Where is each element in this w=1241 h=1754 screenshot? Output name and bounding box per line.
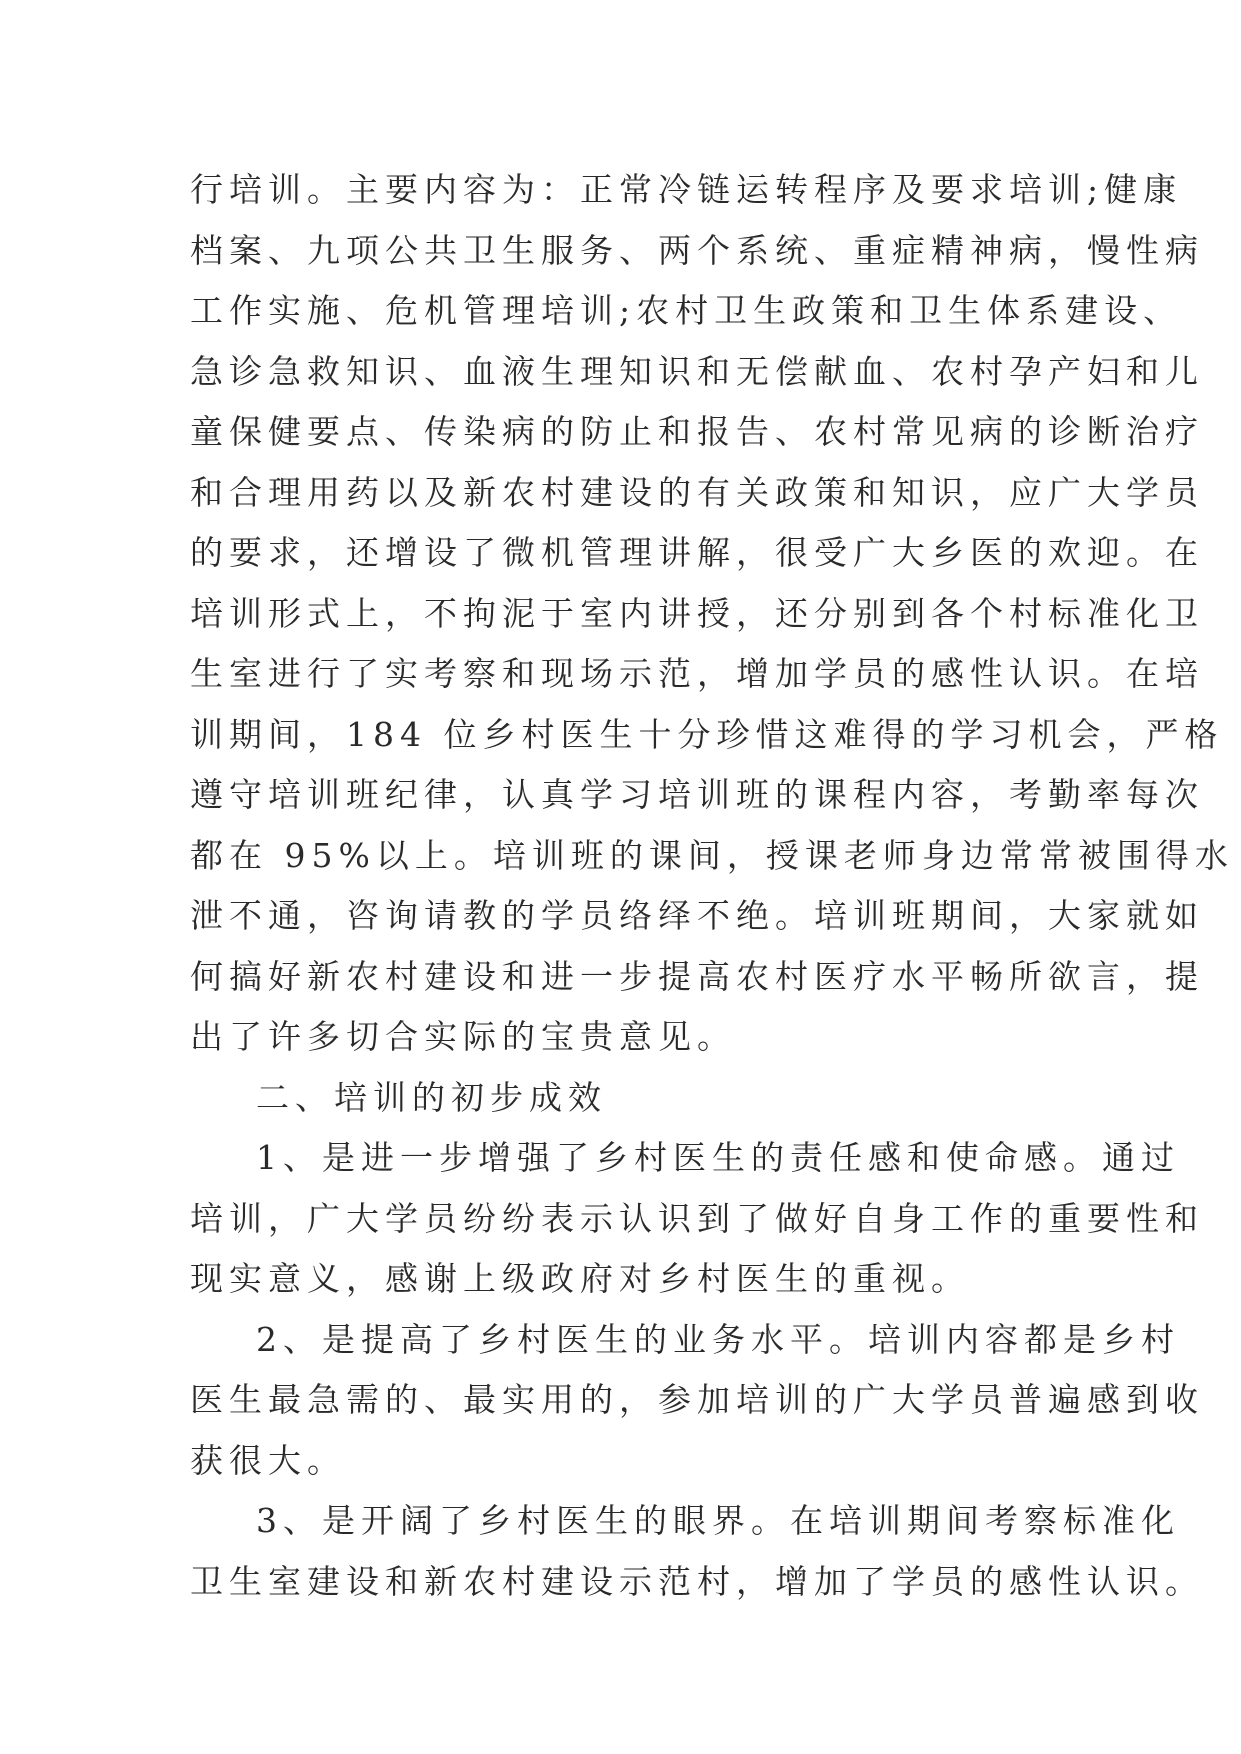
text-line: 急诊急救知识、血液生理知识和无偿献血、农村孕产妇和儿	[190, 351, 1204, 391]
text-line: 培训，广大学员纷纷表示认识到了做好自身工作的重要性和	[190, 1198, 1204, 1238]
text-line: 何搞好新农村建设和进一步提高农村医疗水平畅所欲言，提	[190, 956, 1204, 996]
text-line: 3、是开阔了乡村医生的眼界。在培训期间考察标准化	[256, 1501, 1180, 1540]
text-line: 生室进行了实考察和现场示范，增加学员的感性认识。在培	[190, 654, 1204, 693]
text-line: 都在 95%以上。培训班的课间，授课老师身边常常被围得水	[190, 835, 1234, 875]
text-line: 获很大。	[190, 1440, 346, 1480]
section-heading	[190, 1068, 1070, 1129]
text-line: 工作实施、危机管理培训;农村卫生政策和卫生体系建设、	[190, 291, 1183, 330]
text-line: 童保健要点、传染病的防止和报告、农村常见病的诊断治疗	[190, 412, 1204, 451]
text-line: 现实意义，感谢上级政府对乡村医生的重视。	[190, 1259, 970, 1298]
text-line: 医生最急需的、最实用的，参加培训的广大学员普遍感到收	[190, 1380, 1204, 1419]
paragraph-result-3	[190, 1491, 1204, 1612]
text-line: 2、是提高了乡村医生的业务水平。培训内容都是乡村	[256, 1319, 1180, 1359]
text-line: 泄不通，咨询请教的学员络绎不绝。培训班期间，大家就如	[190, 896, 1204, 935]
text-line: 和合理用药以及新农村建设的有关政策和知识，应广大学员	[190, 472, 1204, 512]
document-body	[190, 160, 1234, 1612]
text-line: 出了许多切合实际的宝贵意见。	[190, 1017, 736, 1056]
heading-line: 二、培训的初步成效	[256, 1077, 607, 1117]
paragraph-result-2	[190, 1310, 1204, 1492]
text-line: 遵守培训班纪律，认真学习培训班的课程内容，考勤率每次	[190, 775, 1204, 814]
text-line: 卫生室建设和新农村建设示范村，增加了学员的感性认识。	[190, 1561, 1204, 1601]
text-line: 的要求，还增设了微机管理讲解，很受广大乡医的欢迎。在	[190, 533, 1204, 572]
text-line: 档案、九项公共卫生服务、两个系统、重症精神病，慢性病	[190, 230, 1204, 270]
paragraph-result-1	[190, 1128, 1204, 1310]
text-line: 1、是进一步增强了乡村医生的责任感和使命感。通过	[256, 1138, 1180, 1177]
text-line: 训期间，184 位乡村医生十分珍惜这难得的学习机会，严格	[190, 714, 1224, 754]
text-line: 培训形式上，不拘泥于室内讲授，还分别到各个村标准化卫	[190, 593, 1204, 633]
text-line: 行培训。主要内容为：正常冷链运转程序及要求培训;健康	[190, 170, 1183, 209]
paragraph-training-content	[190, 160, 1234, 1068]
